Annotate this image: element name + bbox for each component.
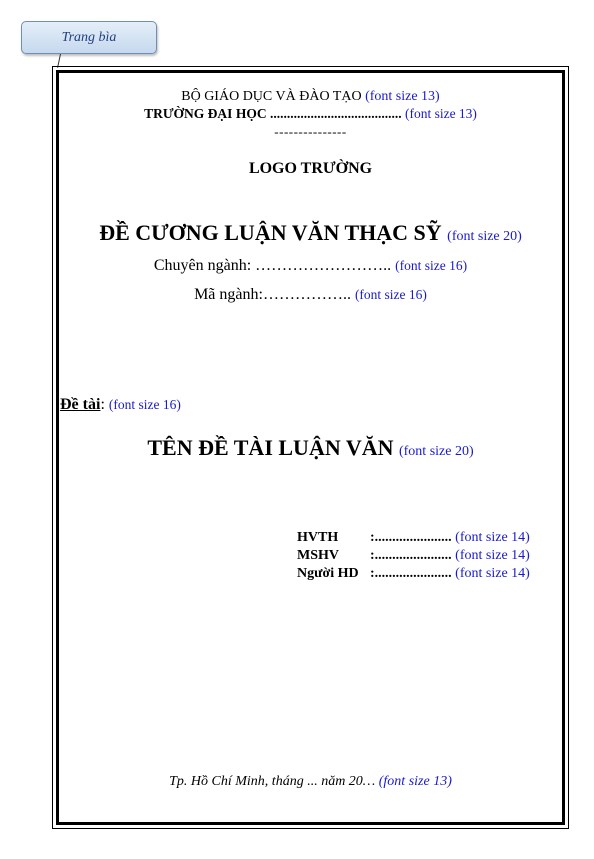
info-value: :......................	[370, 530, 452, 545]
major-code-text: Mã ngành:……………..	[194, 286, 351, 303]
info-value: :......................	[370, 566, 452, 581]
footer-place-date: Tp. Hồ Chí Minh, tháng ... năm 20…	[169, 774, 376, 789]
university-line	[56, 106, 565, 122]
major-line	[56, 257, 565, 275]
thesis-title: TÊN ĐỀ TÀI LUẬN VĂN	[147, 435, 394, 460]
info-row-advisor	[297, 566, 530, 582]
topic-line	[60, 396, 181, 414]
topic-colon: :	[100, 396, 105, 413]
header-separator: ---------------	[274, 124, 347, 139]
topic-font-note: (font size 16)	[108, 397, 181, 412]
callout-label: Trang bìa	[61, 29, 117, 45]
cover-page-callout	[21, 21, 157, 54]
info-key: Người HD	[297, 566, 359, 581]
major-font-note: (font size 16)	[395, 258, 468, 273]
info-row-student	[297, 530, 530, 546]
topic-label: Đề tài	[60, 396, 101, 413]
info-row-student-id	[297, 548, 530, 564]
ministry-font-note: (font size 13)	[365, 89, 440, 104]
university-text: TRƯỜNG ĐẠI HỌC .......................................	[144, 106, 402, 121]
footer-line	[56, 774, 565, 790]
university-font-note: (font size 13)	[404, 106, 477, 121]
info-key: HVTH	[297, 530, 339, 545]
thesis-title-line	[56, 435, 565, 461]
document-title-line	[56, 220, 565, 246]
info-font-note: (font size 14)	[455, 566, 530, 581]
ministry-line	[56, 89, 565, 105]
document-title: ĐỀ CƯƠNG LUẬN VĂN THẠC SỸ	[99, 220, 442, 245]
document-title-font-note: (font size 20)	[447, 229, 522, 244]
info-font-note: (font size 14)	[455, 548, 530, 563]
info-key: MSHV	[297, 548, 339, 563]
logo-placeholder: LOGO TRƯỜNG	[248, 160, 373, 177]
footer-font-note: (font size 13)	[378, 774, 452, 789]
major-code-font-note: (font size 16)	[354, 287, 427, 302]
major-code-line	[56, 286, 565, 304]
thesis-title-font-note: (font size 20)	[398, 444, 474, 459]
info-value: :......................	[370, 548, 452, 563]
major-text: Chuyên ngành: ……………………..	[153, 257, 392, 274]
info-font-note: (font size 14)	[455, 530, 530, 545]
ministry-text: BỘ GIÁO DỤC VÀ ĐÀO TẠO	[181, 89, 362, 104]
